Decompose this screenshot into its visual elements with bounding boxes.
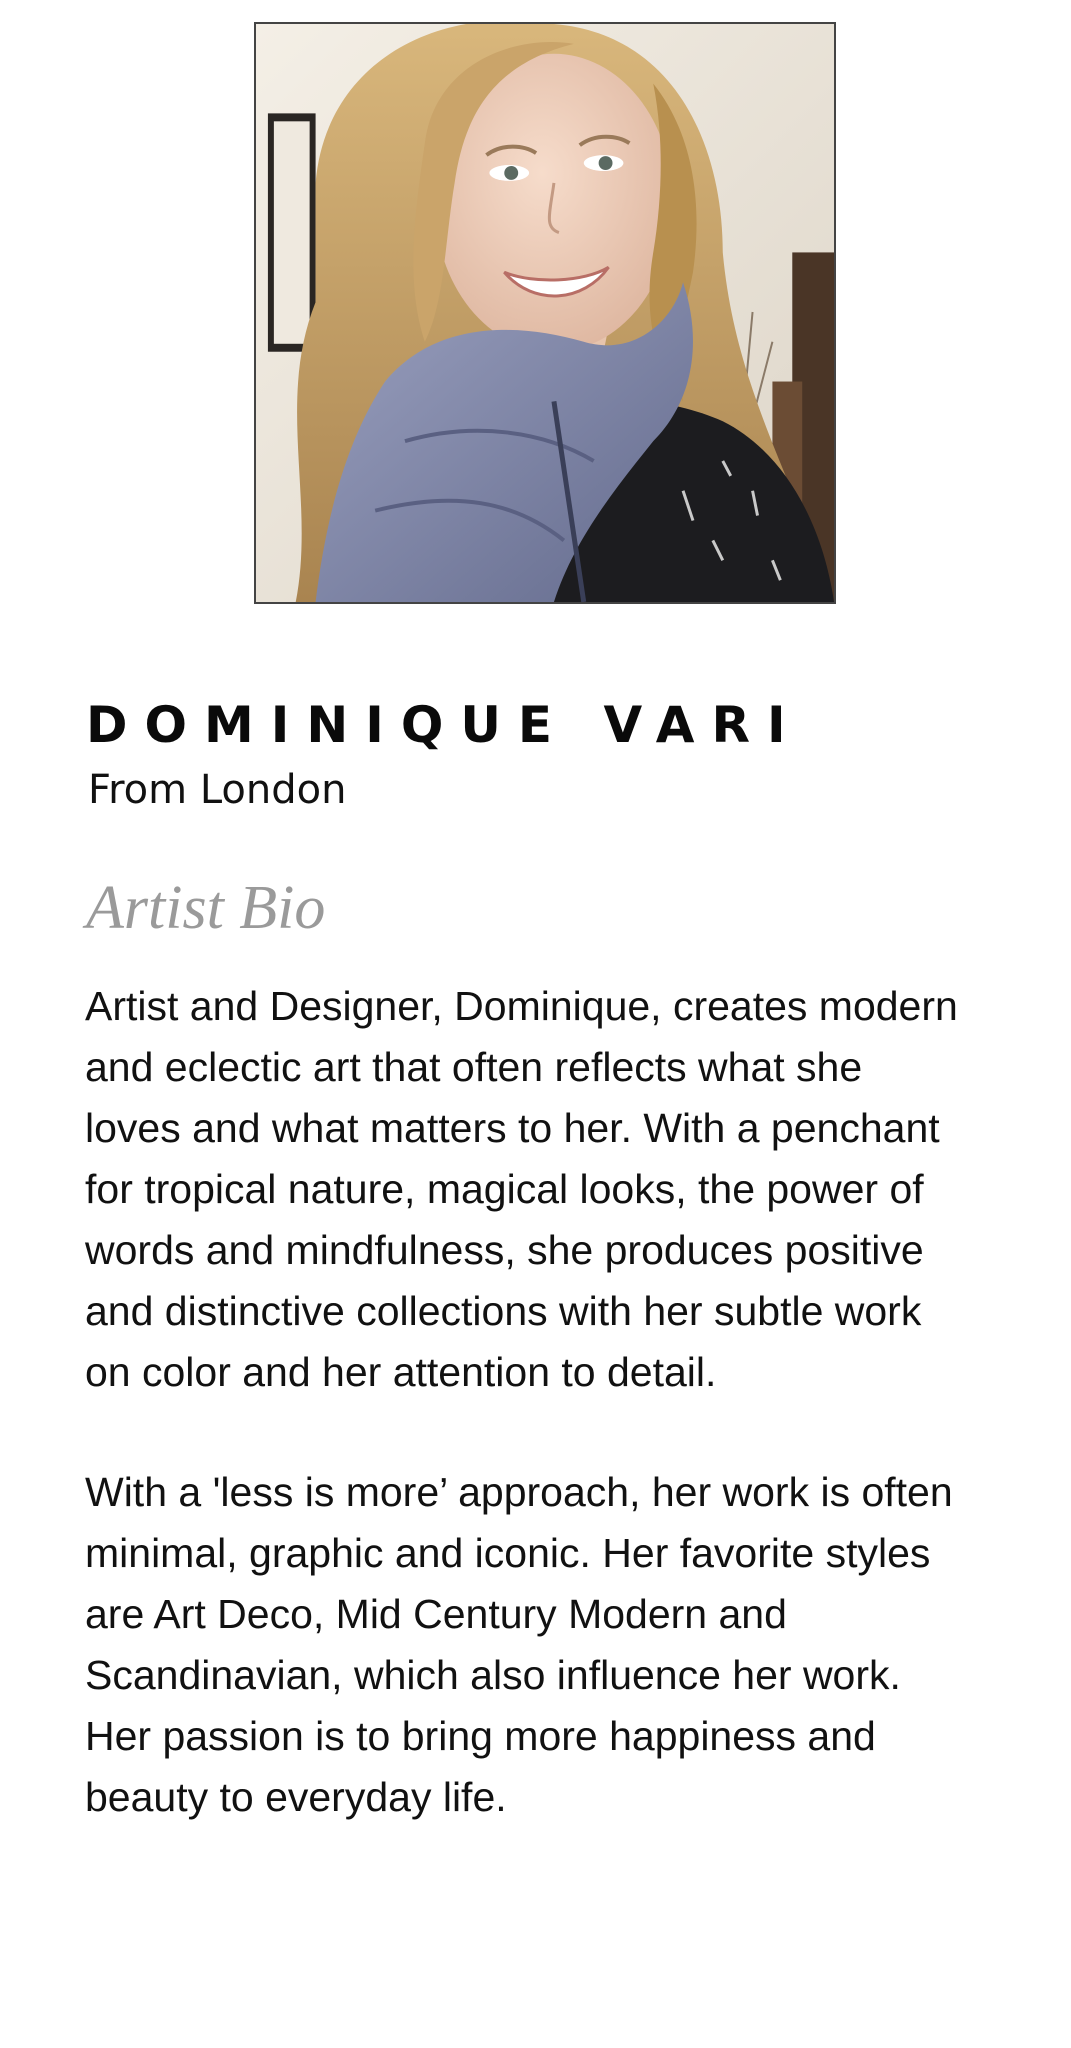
artist-origin: From London [88,767,347,813]
bio-paragraph [85,1462,1025,1828]
bio-line: on color and her attention to detail. [85,1349,717,1395]
bio-line: Artist and Designer, Dominique, creates modern [85,983,958,1029]
bio-line: for tropical nature, magical looks, the power of [85,1166,924,1212]
bio-line: words and mindfulness, she produces positive [85,1227,924,1273]
bio-heading: Artist Bio [86,874,326,942]
bio-line: and eclectic art that often reflects what she [85,1044,863,1090]
bio-line: minimal, graphic and iconic. Her favorite styles [85,1530,931,1576]
bio-paragraph [85,976,1025,1403]
bio-line: With a 'less is more’ approach, her work is often [85,1469,953,1515]
bio-line: Scandinavian, which also influence her work. [85,1652,901,1698]
bio-line: and distinctive collections with her subtle work [85,1288,922,1334]
bio-line: are Art Deco, Mid Century Modern and [85,1591,787,1637]
bio-line: beauty to everyday life. [85,1774,507,1820]
portrait-illustration [256,24,834,602]
bio-line: loves and what matters to her. With a penchant [85,1105,940,1151]
bio-line: Her passion is to bring more happiness and [85,1713,876,1759]
artist-name: DOMINIQUE VARI [86,696,803,754]
artist-portrait-photo [254,22,836,604]
